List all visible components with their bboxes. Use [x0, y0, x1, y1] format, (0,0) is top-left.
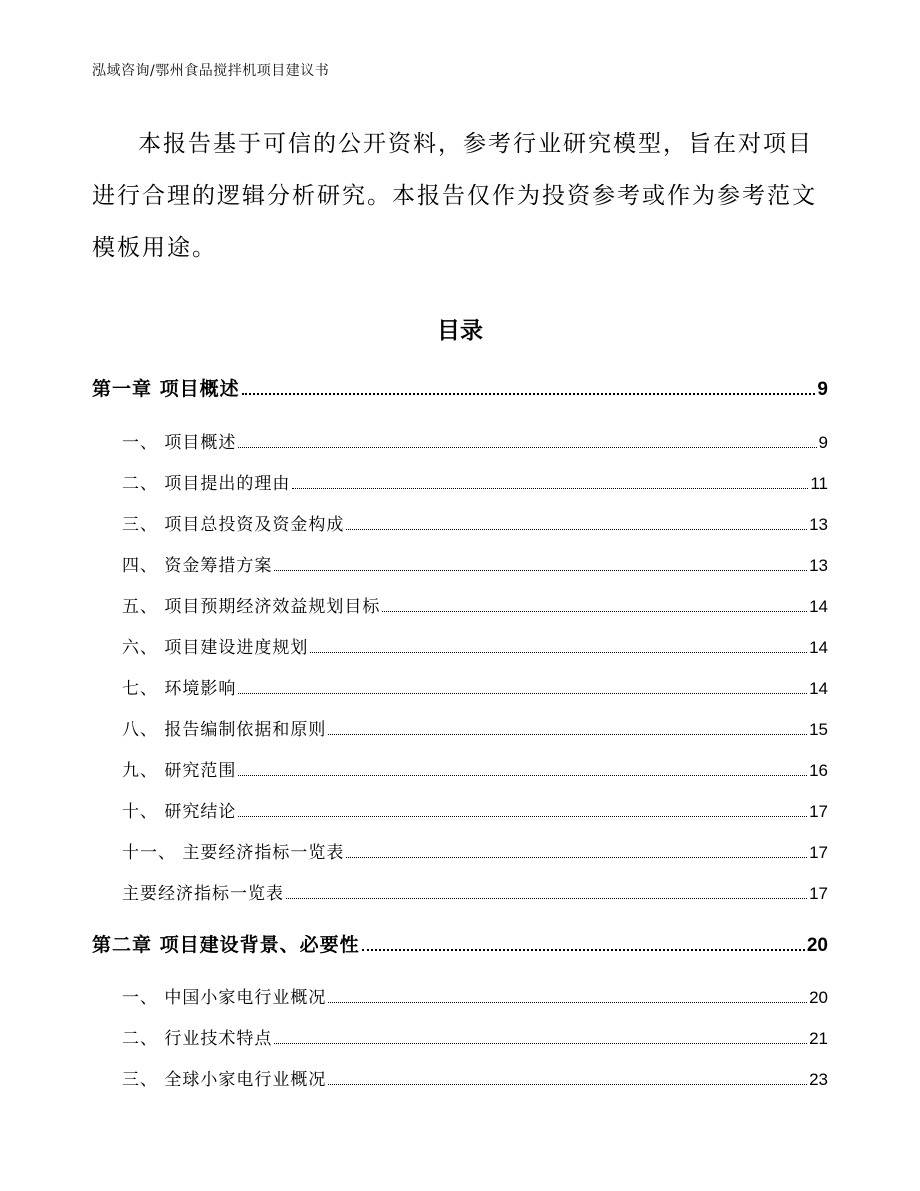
toc-leader-dots	[238, 447, 816, 448]
toc-entry[interactable]	[122, 715, 828, 740]
toc-label: 五、 项目预期经济效益规划目标	[122, 597, 381, 617]
toc-label: 六、 项目建设进度规划	[122, 638, 309, 658]
toc-entry[interactable]	[122, 510, 828, 535]
toc-entry[interactable]	[122, 797, 828, 822]
toc-entry[interactable]	[122, 469, 828, 494]
toc-leader-dots	[328, 1002, 807, 1003]
toc-entry[interactable]	[122, 551, 828, 576]
toc-label: 七、 环境影响	[122, 679, 237, 699]
toc-label: 三、 全球小家电行业概况	[122, 1070, 327, 1090]
toc-entry[interactable]	[122, 756, 828, 781]
toc-page-number: 13	[809, 556, 828, 575]
toc-entry[interactable]	[122, 838, 828, 863]
toc-page-number: 17	[809, 843, 828, 862]
toc-leader-dots	[328, 1084, 807, 1085]
toc-label: 二、 行业技术特点	[122, 1029, 273, 1049]
toc-label: 八、 报告编制依据和原则	[122, 720, 327, 740]
toc-entry[interactable]	[122, 1024, 828, 1049]
toc-page-number: 17	[809, 802, 828, 821]
toc-page-number: 20	[809, 988, 828, 1007]
toc-leader-dots	[238, 693, 807, 694]
page-header: 泓域咨询/鄂州食品搅拌机项目建议书	[92, 63, 330, 79]
toc-leader-dots	[346, 857, 807, 858]
toc-label: 第一章 项目概述	[92, 378, 240, 400]
toc-label: 四、 资金筹措方案	[122, 556, 273, 576]
toc-page-number: 11	[810, 474, 828, 493]
toc-label: 主要经济指标一览表	[122, 884, 284, 904]
toc-page-number: 16	[809, 761, 828, 780]
toc-page-number: 17	[809, 884, 828, 903]
toc-entry[interactable]	[122, 1065, 828, 1090]
toc-entry[interactable]	[122, 428, 828, 453]
toc-entry[interactable]	[122, 592, 828, 617]
toc-page-number: 13	[809, 515, 828, 534]
toc-label: 二、 项目提出的理由	[122, 474, 291, 494]
toc-leader-dots	[242, 393, 816, 395]
toc-leader-dots	[328, 734, 807, 735]
toc-page-number: 15	[809, 720, 828, 739]
toc-page-number: 14	[809, 679, 828, 698]
toc-page-number: 9	[817, 379, 828, 400]
toc-label: 九、 研究范围	[122, 761, 237, 781]
toc-leader-dots	[274, 1043, 807, 1044]
toc-leader-dots	[346, 529, 807, 530]
toc-leader-dots	[238, 775, 807, 776]
toc-leader-dots	[286, 898, 807, 899]
toc-page-number: 14	[809, 638, 828, 657]
toc-leader-dots	[274, 570, 807, 571]
toc-label: 十一、 主要经济指标一览表	[122, 843, 345, 863]
toc-label: 第二章 项目建设背景、必要性	[92, 934, 360, 956]
toc-title: 目录	[437, 318, 483, 344]
toc-page-number: 9	[818, 433, 828, 452]
toc-leader-dots	[310, 652, 807, 653]
toc-label: 三、 项目总投资及资金构成	[122, 515, 345, 535]
toc-label: 一、 项目概述	[122, 433, 237, 453]
toc-entry[interactable]	[122, 633, 828, 658]
toc-leader-dots	[382, 611, 807, 612]
intro-paragraph: 本报告基于可信的公开资料，参考行业研究模型，旨在对项目进行合理的逻辑分析研究。本报告仅作为投资参考或作为参考范文模板用途。	[92, 131, 817, 261]
toc-entry[interactable]	[122, 983, 828, 1008]
toc-leader-dots	[238, 816, 807, 817]
toc-entry[interactable]	[122, 879, 828, 904]
toc-chapter-2[interactable]	[92, 930, 828, 957]
toc-leader-dots	[292, 488, 808, 489]
toc-page-number: 21	[809, 1029, 828, 1048]
toc-leader-dots	[362, 949, 805, 951]
toc-page-number: 20	[806, 935, 828, 956]
toc-page-number: 14	[809, 597, 828, 616]
toc-chapter-1[interactable]	[92, 374, 828, 401]
toc-label: 十、 研究结论	[122, 802, 237, 822]
toc-page-number: 23	[809, 1070, 828, 1089]
toc-entry[interactable]	[122, 674, 828, 699]
toc-label: 一、 中国小家电行业概况	[122, 988, 327, 1008]
